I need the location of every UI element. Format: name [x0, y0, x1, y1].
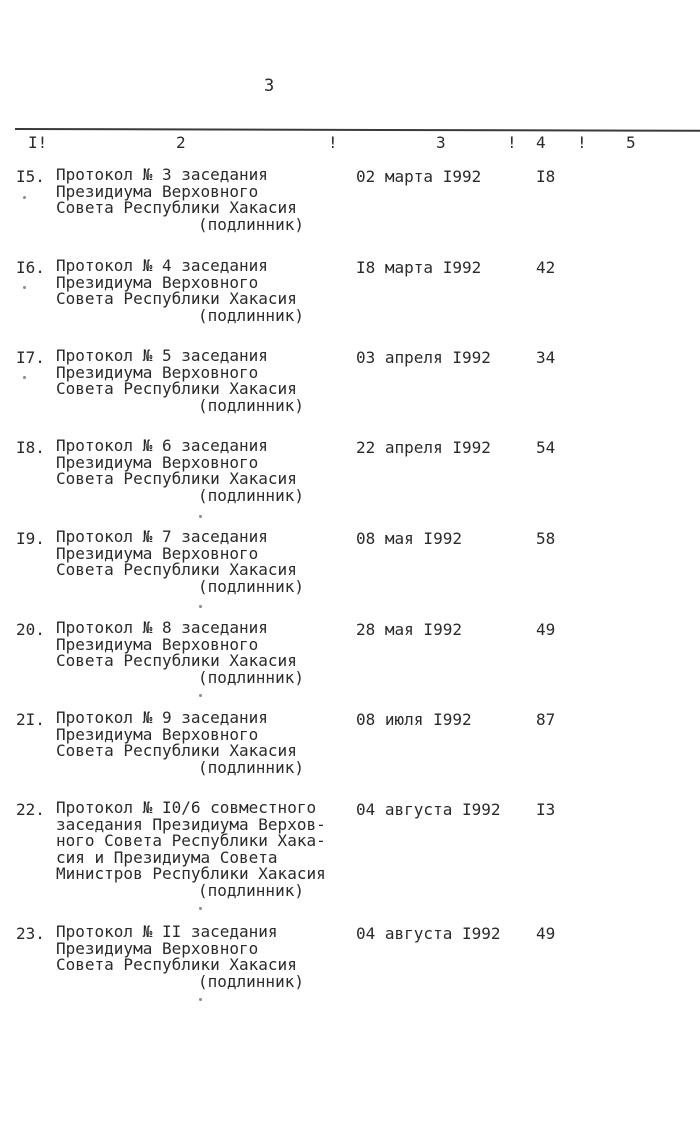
scan-speck: [199, 907, 202, 910]
entry-original-note: (подлинник): [198, 757, 304, 777]
entry-title-line: Президиума Верховного: [56, 938, 259, 958]
header-col-5: 5: [626, 133, 636, 152]
entry-title-line: Президиума Верховного: [56, 452, 259, 472]
entry-title: [56, 167, 356, 233]
entry-title-line: Совета Республики Хакасия: [56, 955, 297, 974]
entry-original-note: (подлинник): [198, 576, 304, 596]
entry-original-note: (подлинник): [198, 395, 304, 415]
entry-number: I7.: [16, 348, 45, 367]
entry-title: [56, 620, 356, 686]
entry-title-line: заседания Президиума Верхов-: [56, 814, 326, 834]
entry-title: [56, 800, 356, 899]
entry-date: 03 апреля I992: [356, 348, 491, 367]
entry-original-note: (подлинник): [198, 667, 304, 687]
entry-original-note: (подлинник): [198, 305, 304, 325]
entry-date: 02 марта I992: [356, 167, 482, 186]
entry-title-line: Президиума Верховного: [56, 362, 259, 382]
entry-page-count: 54: [536, 438, 556, 457]
scan-speck: [199, 998, 202, 1001]
entry-title-line: Протокол № 5 заседания: [56, 346, 268, 365]
entry-date: 22 апреля I992: [356, 438, 491, 457]
entry-title-line: Министров Республики Хакасия: [56, 864, 326, 883]
header-col-4: 4: [536, 133, 546, 152]
entry-title-line: Протокол № 4 заседания: [56, 256, 268, 275]
entry-page-count: 49: [536, 620, 556, 639]
entry-original-note: (подлинник): [198, 485, 304, 505]
entry-date: 08 мая I992: [356, 529, 462, 548]
header-col-3: 3: [436, 133, 446, 152]
entry-date: 28 мая I992: [356, 620, 462, 639]
entry-title-line: Протокол № 6 заседания: [56, 436, 268, 455]
entry-title-line: Совета Республики Хакасия: [56, 469, 297, 488]
header-rule: [15, 128, 700, 132]
entry-number: I6.: [16, 258, 45, 277]
entry-title-line: Совета Республики Хакасия: [56, 289, 297, 308]
entry-date: I8 марта I992: [356, 258, 482, 277]
entry-title-line: Протокол № 9 заседания: [56, 708, 268, 727]
scan-speck: [23, 376, 26, 379]
entry-title: [56, 710, 356, 776]
page-number: 3: [264, 76, 275, 96]
entry-title-line: Совета Республики Хакасия: [56, 198, 297, 217]
entry-title-line: Совета Республики Хакасия: [56, 560, 297, 579]
entry-number: 22.: [16, 800, 45, 819]
entry-title-line: Протокол № 8 заседания: [56, 618, 268, 637]
entry-number: I9.: [16, 529, 45, 548]
entry-page-count: 87: [536, 710, 556, 729]
entry-title-line: Президиума Верховного: [56, 634, 259, 654]
scan-speck: [199, 605, 202, 608]
entry-page-count: 42: [536, 258, 556, 277]
entry-page-count: I8: [536, 167, 556, 186]
scan-speck: [23, 286, 26, 289]
entry-number: I8.: [16, 438, 45, 457]
entry-page-count: 58: [536, 529, 556, 548]
entry-page-count: I3: [536, 800, 556, 819]
entry-original-note: (подлинник): [198, 214, 304, 234]
entry-title-line: сия и Президиума Совета: [56, 847, 278, 867]
entry-page-count: 34: [536, 348, 556, 367]
header-col-1: I!: [28, 133, 48, 152]
entry-date: 04 августа I992: [356, 924, 501, 943]
entry-original-note: (подлинник): [198, 880, 304, 900]
entry-page-count: 49: [536, 924, 556, 943]
entry-title-line: Президиума Верховного: [56, 272, 259, 292]
entry-date: 04 августа I992: [356, 800, 501, 819]
entry-number: 2I.: [16, 710, 45, 729]
header-separator-1: !: [328, 133, 338, 152]
entry-title-line: Протокол № II заседания: [56, 922, 278, 941]
entry-title-line: ного Совета Республики Хака-: [56, 831, 326, 850]
table-header: [0, 133, 700, 155]
entry-title-line: Президиума Верховного: [56, 724, 259, 744]
entry-title: [56, 258, 356, 324]
entry-title-line: Протокол № I0/6 совместного: [56, 798, 317, 817]
entry-number: I5.: [16, 167, 45, 186]
entry-date: 08 июля I992: [356, 710, 472, 729]
entry-number: 23.: [16, 924, 45, 943]
entry-title-line: Совета Республики Хакасия: [56, 379, 297, 398]
entry-title-line: Президиума Верховного: [56, 181, 259, 201]
scan-speck: [199, 515, 202, 518]
entry-title: [56, 438, 356, 504]
header-col-2: 2: [176, 133, 186, 152]
entry-title-line: Президиума Верховного: [56, 543, 259, 563]
scan-speck: [199, 694, 202, 697]
header-separator-3: !: [577, 133, 587, 152]
header-separator-2: !: [507, 133, 517, 152]
entry-title-line: Совета Республики Хакасия: [56, 651, 297, 670]
scan-speck: [23, 196, 26, 199]
entry-title: [56, 348, 356, 414]
entry-title: [56, 529, 356, 595]
entry-original-note: (подлинник): [198, 971, 304, 991]
entry-title-line: Совета Республики Хакасия: [56, 741, 297, 760]
entry-title-line: Протокол № 3 заседания: [56, 165, 268, 184]
entry-title: [56, 924, 356, 990]
entry-number: 20.: [16, 620, 45, 639]
entry-title-line: Протокол № 7 заседания: [56, 527, 268, 546]
